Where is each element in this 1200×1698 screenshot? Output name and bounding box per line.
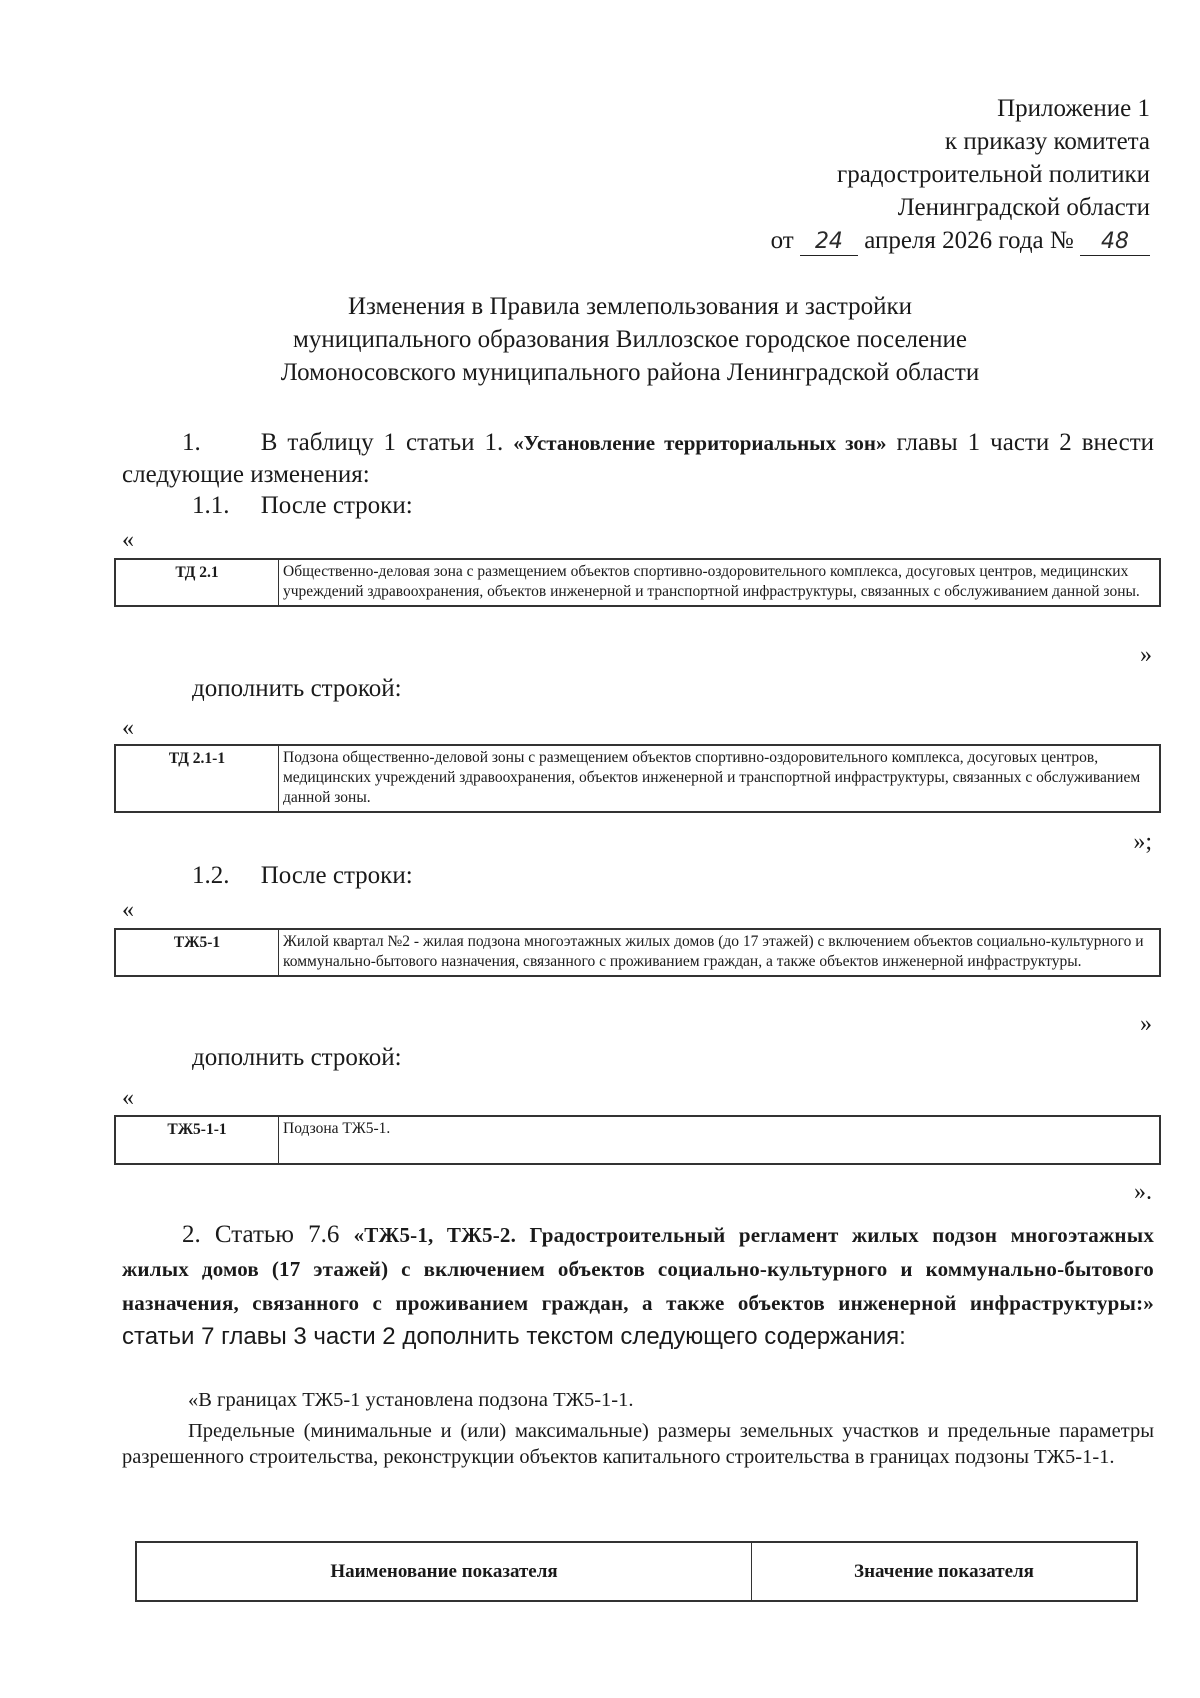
appendix-header [771, 92, 1150, 257]
zone-table-td211 [114, 744, 1161, 813]
supplement-label-1: дополнить строкой: [192, 675, 402, 702]
zone-table-td21 [114, 558, 1161, 607]
quote-close-1: » [1140, 642, 1152, 668]
item-2-tail: статьи 7 главы 3 части 2 дополнить текстом следующего содержания: [122, 1323, 906, 1350]
item-1-2-label: После строки: [260, 862, 413, 889]
zone-table-tzh511 [114, 1115, 1161, 1165]
document-title [130, 290, 1130, 389]
zone-code: ТД 2.1-1 [115, 745, 279, 812]
zone-table-tzh51 [114, 928, 1161, 977]
indicator-table [135, 1541, 1138, 1602]
table-row [115, 745, 1160, 812]
item-1-number: 1. [182, 429, 201, 456]
appendix-date-line [771, 224, 1150, 257]
quote-paragraph-1: «В границах ТЖ5-1 установлена подзона ТЖ5-1-1. [188, 1389, 634, 1411]
title-line-2: муниципального образования Виллозское городское поселение [293, 326, 967, 353]
appendix-line-1: Приложение 1 [997, 95, 1150, 122]
number-sign: № [1049, 227, 1074, 254]
item-1-text-after: главы 1 части 2 внести следующие изменения: [122, 429, 1155, 488]
quote-close-3: » [1140, 1011, 1152, 1037]
month-year: апреля 2026 года [864, 227, 1044, 254]
handwritten-number: 48 [1080, 229, 1150, 256]
handwritten-day: 24 [800, 229, 858, 256]
appendix-line-3: градостроительной политики [836, 161, 1150, 188]
item-1-text-before: В таблицу 1 статьи 1. [260, 429, 504, 456]
item-1-1-label: После строки: [260, 492, 413, 519]
item-1-paragraph [122, 427, 1154, 490]
item-2-lead: 2. Статью 7.6 [182, 1221, 340, 1248]
zone-code: ТД 2.1 [115, 559, 279, 606]
item-1-2-number: 1.2. [192, 862, 230, 889]
item-1-1-number: 1.1. [192, 492, 230, 519]
zone-description: Общественно-деловая зона с размещением объектов спортивно-оздоровительного комплекса, досуговых центров, медицинских учреждений здравоохранения, объектов инженерной и транспортной инфраструктуры, связанных с обслуживанием данной зоны. [279, 559, 1161, 606]
zone-code: ТЖ5-1-1 [115, 1116, 279, 1164]
title-line-1: Изменения в Правила землепользования и застройки [347, 293, 913, 320]
zone-description: Подзона ТЖ5-1. [279, 1116, 1161, 1164]
item-2-bold-title: «ТЖ5-1, ТЖ5-2. Градостроительный регламент жилых подзон многоэтажных жилых домов (17 этажей) с включением объектов социально-культурного и коммунально-бытового назначения, связанного с проживанием граждан, а также объектов инженерной инфраструктуры:» [122, 1223, 1155, 1315]
column-header-name: Наименование показателя [136, 1542, 752, 1601]
title-line-3: Ломоносовского муниципального района Ленинградской области [280, 359, 980, 386]
supplement-label-2: дополнить строкой: [192, 1044, 402, 1071]
appendix-line-4: Ленинградской области [897, 194, 1150, 221]
quote-open-1: « [122, 527, 134, 553]
table-header-row [136, 1542, 1137, 1601]
item-1-bold-title: «Установление территориальных зон» [513, 431, 887, 455]
quote-open-3: « [122, 897, 134, 923]
quote-close-4: ». [1134, 1179, 1152, 1205]
quote-paragraph-2: Предельные (минимальные и (или) максимальные) размеры земельных участков и предельные параметры разрешенного строительства, реконструкции объектов капитального строительства в границах подзоны ТЖ5-1-1. [122, 1420, 1154, 1468]
quote-close-2: »; [1133, 829, 1152, 855]
item-2-paragraph [122, 1218, 1154, 1353]
zone-description: Подзона общественно-деловой зоны с размещением объектов спортивно-оздоровительного комплекса, досуговых центров, медицинских учреждений здравоохранения, объектов инженерной и транспортной инфраструктуры, связанных с обслуживанием данной зоны. [279, 745, 1161, 812]
date-prefix: от [770, 227, 794, 254]
table-row [115, 929, 1160, 976]
appendix-line-2: к приказу комитета [944, 128, 1150, 155]
quote-open-4: « [122, 1085, 134, 1111]
item-1-2 [192, 860, 413, 891]
table-row [115, 559, 1160, 606]
table-row [115, 1116, 1160, 1164]
zone-description: Жилой квартал №2 - жилая подзона многоэтажных жилых домов (до 17 этажей) с включением объектов социально-культурного и коммунально-бытового назначения, связанного с проживанием граждан, а также объектов инженерной инфраструктуры. [279, 929, 1161, 976]
column-header-value: Значение показателя [752, 1542, 1138, 1601]
quote-open-2: « [122, 715, 134, 741]
zone-code: ТЖ5-1 [115, 929, 279, 976]
item-1-1 [192, 490, 413, 521]
